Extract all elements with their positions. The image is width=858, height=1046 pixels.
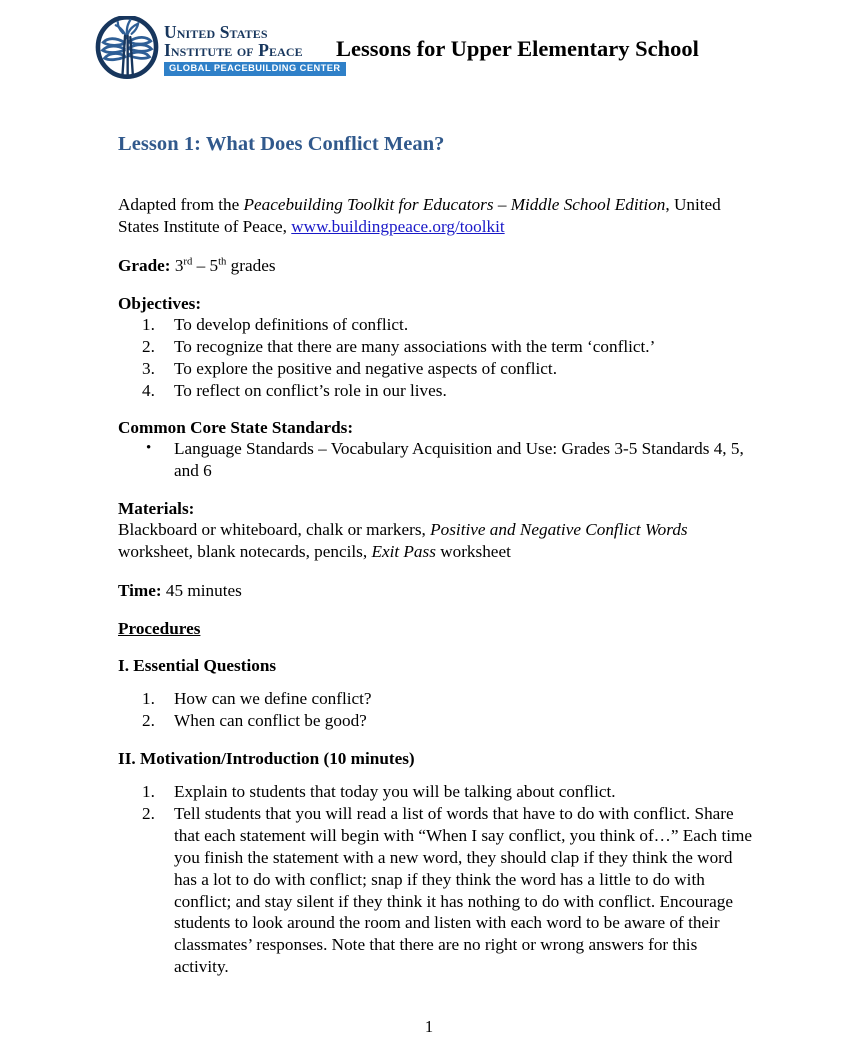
bullet-icon: • <box>146 440 152 457</box>
list-item-text: Language Standards – Vocabulary Acquisition and Use: Grades 3-5 Standards 4, 5, and 6 <box>174 439 744 481</box>
time-label: Time: <box>118 581 162 601</box>
logo-line-united-states: United States <box>164 22 268 42</box>
grade-label: Grade: <box>118 255 171 275</box>
list-item-number: 1. <box>142 314 155 334</box>
attribution-middle: , United States Institute of Peace, <box>118 195 721 236</box>
grade-superscript-rd: rd <box>183 256 193 268</box>
spacer <box>118 602 753 619</box>
usip-dove-tree-emblem-icon <box>94 16 160 82</box>
attribution-source-title: Peacebuilding Toolkit for Educators – Middle School Edition <box>243 195 666 214</box>
list-item-number: 2. <box>142 710 155 730</box>
grade-line <box>118 255 753 277</box>
materials-middle: worksheet, blank notecards, pencils, <box>118 542 372 562</box>
objectives-list <box>118 314 753 402</box>
materials-suffix: worksheet <box>435 542 511 562</box>
list-item-text: To reflect on conflict’s role in our lives. <box>174 380 447 400</box>
procedures-heading <box>118 619 753 639</box>
standards-list <box>118 438 753 482</box>
attribution-prefix: Adapted from the <box>118 195 244 214</box>
standards-heading: Common Core State Standards: <box>118 418 354 438</box>
list-item <box>118 336 753 358</box>
spacer <box>118 482 753 499</box>
list-item <box>118 438 753 482</box>
page-number: 1 <box>424 1017 434 1036</box>
list-item-text: Tell students that you will read a list of words that have to do with conflict. Share that each statement will begin with “When I say conflict, you think of…” Each time you finish the statement with a new word, they should clap if they think the word has a lot to do with conflict; snap if they think the word has a little to do with conflict; and stay silent if they think it has nothing to do with conflict. Encourage students to look around the room and listen with each word to be aware of their classmates’ responses. Note that there are no right or wrong answers for this activity. <box>174 803 752 977</box>
list-item-text: To develop definitions of conflict. <box>174 314 409 334</box>
list-item-text: When can conflict be good? <box>174 710 367 730</box>
motivation-heading: II. Motivation/Introduction (10 minutes) <box>118 748 415 768</box>
logo-line-institute-of-peace: Institute of Peace <box>164 39 303 60</box>
list-item-number: 2. <box>142 336 155 356</box>
procedures-heading-text: Procedures <box>118 619 201 639</box>
objectives-heading: Objectives: <box>118 293 202 313</box>
grade-value-end: grades <box>226 255 276 275</box>
document-body <box>0 82 858 978</box>
spacer <box>118 639 753 656</box>
list-item-text: Explain to students that today you will be talking about conflict. <box>174 781 616 801</box>
essential-questions-heading: I. Essential Questions <box>118 656 277 676</box>
grade-superscript-th: th <box>218 256 227 268</box>
list-item <box>118 314 753 336</box>
spacer <box>118 401 753 418</box>
list-item-number: 1. <box>142 689 155 709</box>
document-header <box>0 0 858 82</box>
materials-exit-pass-title: Exit Pass <box>371 542 436 562</box>
list-item <box>118 781 753 803</box>
spacer <box>118 238 753 255</box>
list-item <box>118 688 753 710</box>
list-item <box>118 380 753 402</box>
time-line <box>118 580 753 602</box>
list-item-text: To explore the positive and negative aspects of conflict. <box>174 358 558 378</box>
spacer <box>118 277 753 294</box>
list-item-number: 4. <box>142 380 155 400</box>
lesson-heading: Lesson 1: What Does Conflict Mean? <box>118 133 445 155</box>
materials-worksheet-title: Positive and Negative Conflict Words <box>430 520 688 540</box>
spacer <box>118 156 753 194</box>
attribution-paragraph <box>118 194 753 238</box>
list-item <box>118 710 753 732</box>
list-item-text: To recognize that there are many associations with the term ‘conflict.’ <box>174 336 656 356</box>
toolkit-link[interactable]: www.buildingpeace.org/toolkit <box>291 216 505 236</box>
spacer <box>118 676 753 688</box>
spacer <box>118 563 753 580</box>
list-item <box>118 358 753 380</box>
list-item-number: 2. <box>142 803 155 823</box>
materials-prefix: Blackboard or whiteboard, chalk or markers, <box>118 520 431 540</box>
essential-questions-list <box>118 688 753 732</box>
materials-text <box>118 519 753 563</box>
usip-logo <box>94 16 341 82</box>
document-title: Lessons for Upper Elementary School <box>336 36 699 61</box>
list-item-text: How can we define conflict? <box>174 689 372 709</box>
spacer <box>118 769 753 781</box>
spacer <box>118 732 753 749</box>
materials-heading: Materials: <box>118 499 195 519</box>
grade-value-mid: – 5 <box>192 255 219 275</box>
list-item-number: 3. <box>142 358 155 378</box>
list-item <box>118 803 753 978</box>
time-value: 45 minutes <box>161 581 242 601</box>
grade-value-start: 3 <box>174 255 184 275</box>
motivation-list <box>118 781 753 978</box>
list-item-number: 1. <box>142 781 155 801</box>
logo-banner-global-peacebuilding-center: GLOBAL PEACEBUILDING CENTER <box>164 62 346 76</box>
usip-logo-text <box>164 22 346 76</box>
